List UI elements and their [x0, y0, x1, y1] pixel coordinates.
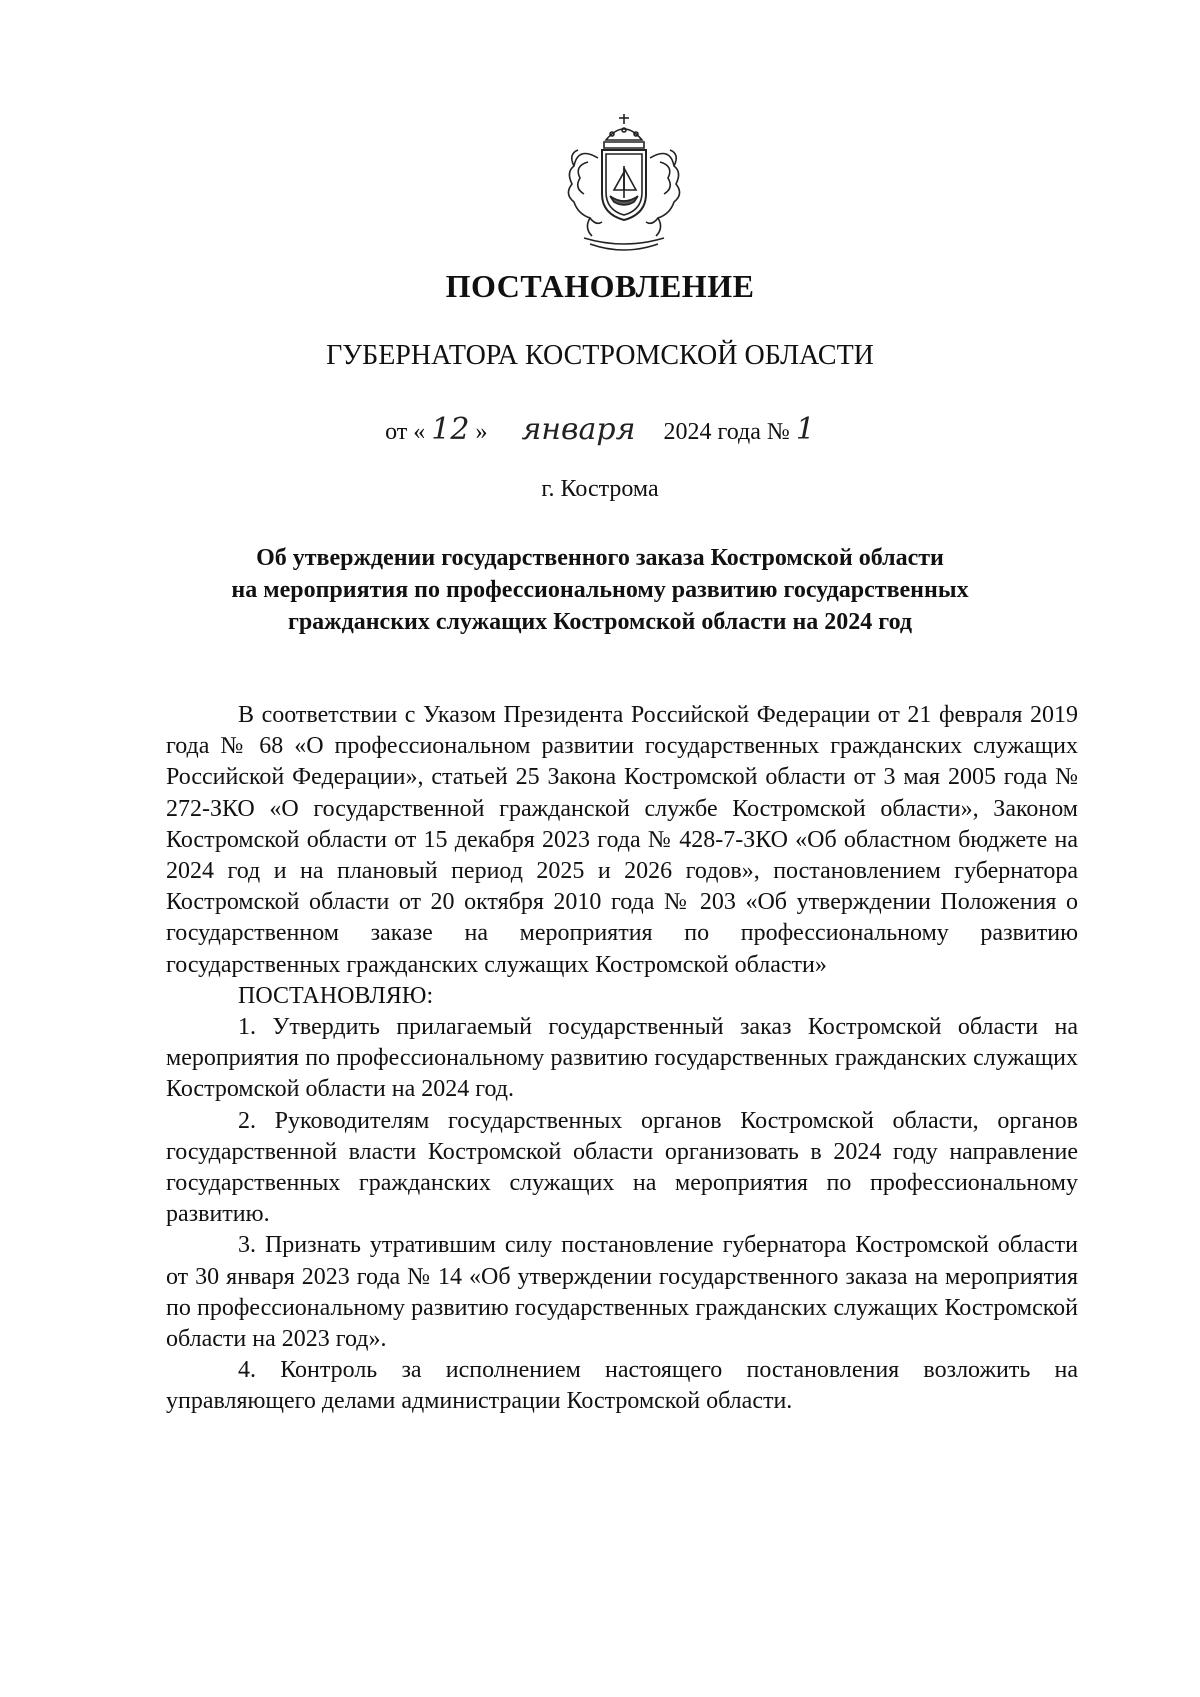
issuer-heading: ГУБЕРНАТОРА КОСТРОМСКОЙ ОБЛАСТИ — [326, 340, 874, 371]
resolve-statement: ПОСТАНОВЛЯЮ: — [238, 982, 434, 1009]
date-prefix: от « — [385, 419, 426, 445]
city-line: г. Кострома — [541, 476, 659, 502]
title-line: на мероприятия по профессиональному развитию государственных — [231, 577, 969, 603]
document-body — [166, 700, 1078, 1418]
preamble-paragraph: В соответствии с Указом Президента Российской Федерации от 21 февраля 2019 года № 68 «О профессиональном развитии государственных гражданских служащих Российской Федерации», статьей 25 Закона Костромской области от 3 мая 2005 года № 272-ЗКО «О государственной гражданской службе Костромской области», Законом Костромской области от 15 декабря 2023 года № 428-7-ЗКО «Об областном бюджете на 2024 год и на плановый период 2025 и 2026 годов», постановлением губернатора Костромской области от 20 октября 2010 года № 203 «Об утверждении Положения о государственном заказе на мероприятия по профессиональному развитию государственных гражданских служащих Костромской области» — [166, 702, 1078, 978]
document-title — [160, 542, 1040, 638]
clause-paragraph: 2. Руководителям государственных органов Костромской области, органов государственной власти Костромской области организовать в 2024 году направление государственных гражданских служащих на мероприятия по профессиональному развитию. — [166, 1107, 1078, 1228]
document-type-heading: ПОСТАНОВЛЕНИЕ — [445, 268, 755, 304]
clause-paragraph: 4. Контроль за исполнением настоящего постановления возложить на управляющего делами администрации Костромской области. — [166, 1357, 1078, 1415]
date-year-text: 2024 года № — [663, 419, 790, 445]
clause-paragraph: 3. Признать утратившим силу постановление губернатора Костромской области от 30 января 2023 года № 14 «Об утверждении государственного заказа на мероприятия по профессиональному развитию государственных гражданских служащих Костромской области на 2023 год». — [166, 1232, 1078, 1353]
handwritten-number: 1 — [795, 412, 815, 447]
title-line: гражданских служащих Костромской области на 2024 год — [287, 609, 913, 635]
coat-of-arms-icon — [544, 110, 704, 260]
date-mid: » — [475, 419, 488, 445]
date-number-line — [0, 412, 1200, 447]
clause-paragraph: 1. Утвердить прилагаемый государственный заказ Костромской области на мероприятия по профессиональному развитию государственных гражданских служащих Костромской области на 2024 год. — [166, 1014, 1078, 1103]
handwritten-day: 12 — [431, 412, 470, 447]
handwritten-month: января — [521, 412, 636, 447]
title-line: Об утверждении государственного заказа Костромской области — [256, 545, 944, 571]
